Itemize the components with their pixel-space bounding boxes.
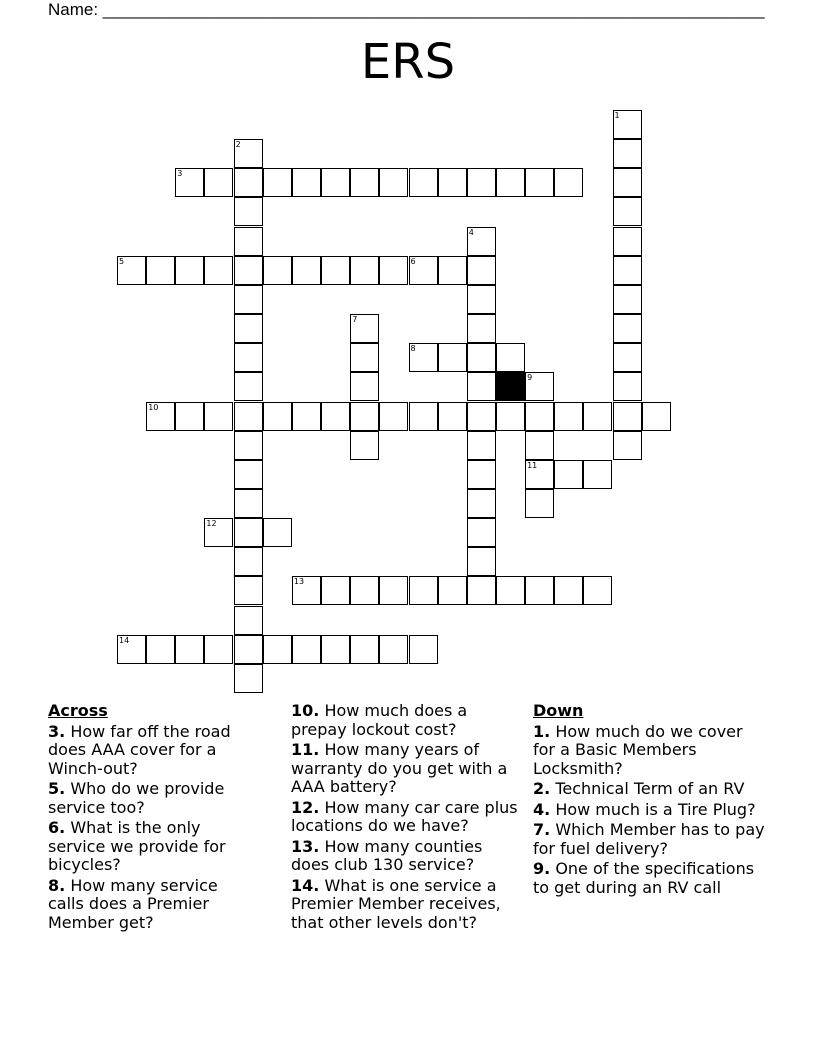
grid-cell[interactable] — [467, 431, 496, 460]
grid-cell[interactable] — [554, 402, 583, 431]
clue-number: 1 — [614, 111, 620, 120]
black-cell — [496, 372, 525, 401]
grid-cell[interactable] — [234, 489, 263, 518]
grid-cell[interactable] — [467, 372, 496, 401]
grid-cell[interactable] — [234, 372, 263, 401]
across-clues-column-1 — [48, 702, 258, 934]
grid-cell[interactable] — [496, 576, 525, 605]
grid-cell[interactable] — [350, 431, 379, 460]
across-clue-6: 6. What is the only service we provide for bicycles? — [48, 818, 226, 874]
grid-cell[interactable] — [613, 139, 642, 168]
grid-cell-9[interactable] — [525, 372, 554, 401]
grid-cell[interactable] — [175, 402, 204, 431]
clue-number: 11 — [527, 460, 538, 470]
down-clue-1: 1. How much do we cover for a Basic Members Locksmith? — [533, 721, 743, 778]
grid-cell[interactable] — [292, 402, 321, 431]
grid-cell[interactable] — [350, 576, 379, 605]
down-clues-column — [533, 702, 768, 899]
grid-cell-14[interactable] — [117, 635, 146, 664]
down-clue-2: 2. Technical Term of an RV — [533, 779, 745, 798]
grid-cell[interactable] — [234, 285, 263, 314]
grid-cell[interactable] — [613, 372, 642, 401]
grid-cell[interactable] — [350, 256, 379, 285]
grid-cell[interactable] — [146, 635, 175, 664]
across-clue-13: 13. How many counties does club 130 service? — [291, 836, 483, 874]
grid-cell[interactable] — [321, 576, 350, 605]
grid-cell-12[interactable] — [204, 518, 233, 547]
grid-cell[interactable] — [613, 285, 642, 314]
grid-cell[interactable] — [175, 635, 204, 664]
grid-cell[interactable] — [583, 576, 612, 605]
grid-cell[interactable] — [525, 576, 554, 605]
clue-number: 13 — [293, 577, 305, 587]
grid-cell[interactable] — [234, 518, 263, 547]
clue-number: 12 — [206, 519, 217, 529]
grid-cell[interactable] — [146, 256, 175, 285]
grid-cell-8[interactable] — [409, 343, 438, 372]
grid-cell[interactable] — [554, 576, 583, 605]
grid-cell[interactable] — [234, 314, 263, 343]
grid-cell[interactable] — [409, 402, 438, 431]
grid-cell[interactable] — [554, 460, 583, 489]
grid-cell[interactable] — [234, 460, 263, 489]
grid-cell[interactable] — [234, 402, 263, 431]
clue-number: 4 — [468, 227, 474, 237]
clue-number: 14 — [119, 635, 130, 645]
grid-cell-13[interactable] — [292, 576, 321, 605]
across-clue-11: 11. How many years of warranty do you get with a AAA battery? — [291, 740, 508, 796]
grid-cell[interactable] — [292, 256, 321, 285]
grid-cell-1[interactable] — [613, 110, 642, 139]
down-heading: Down — [533, 701, 584, 720]
grid-cell[interactable] — [204, 402, 233, 431]
grid-cell[interactable] — [438, 402, 467, 431]
grid-cell[interactable] — [467, 402, 496, 431]
grid-cell[interactable] — [234, 431, 263, 460]
grid-cell[interactable] — [234, 168, 263, 197]
across-clue-12: 12. How many car care plus locations do we have? — [291, 797, 518, 835]
across-clue-14: 14. What is one service a Premier Member receives, that other levels don't? — [291, 875, 501, 932]
grid-cell-7[interactable] — [350, 314, 379, 343]
grid-cell[interactable] — [204, 168, 233, 197]
grid-cell[interactable] — [525, 402, 554, 431]
grid-cell[interactable] — [234, 635, 263, 664]
grid-cell[interactable] — [263, 518, 292, 547]
grid-cell[interactable] — [525, 431, 554, 460]
grid-cell[interactable] — [525, 168, 554, 197]
grid-cell[interactable] — [234, 576, 263, 605]
clue-number: 3 — [177, 169, 183, 179]
clue-number: 10 — [148, 402, 159, 412]
grid-cell[interactable] — [379, 256, 408, 285]
grid-cell[interactable] — [234, 197, 263, 226]
grid-cell[interactable] — [379, 576, 408, 605]
grid-cell[interactable] — [438, 256, 467, 285]
clue-number: 2 — [235, 140, 241, 150]
grid-cell[interactable] — [234, 227, 263, 256]
grid-cell[interactable] — [321, 402, 350, 431]
grid-cell[interactable] — [234, 547, 263, 576]
grid-cell[interactable] — [175, 256, 204, 285]
across-clue-3: 3. How far off the road does AAA cover for a Winch-out? — [48, 721, 231, 778]
grid-cell[interactable] — [263, 402, 292, 431]
grid-cell[interactable] — [263, 168, 292, 197]
grid-cell[interactable] — [350, 343, 379, 372]
grid-cell[interactable] — [438, 576, 467, 605]
name-field-label: Name: ______________________________________________________________________ — [48, 0, 765, 19]
grid-cell[interactable] — [234, 256, 263, 285]
grid-cell[interactable] — [613, 168, 642, 197]
grid-cell[interactable] — [379, 635, 408, 664]
grid-cell[interactable] — [583, 402, 612, 431]
grid-cell[interactable] — [234, 343, 263, 372]
grid-cell[interactable] — [496, 168, 525, 197]
grid-cell[interactable] — [321, 635, 350, 664]
grid-cell[interactable] — [467, 518, 496, 547]
grid-cell-10[interactable] — [146, 402, 175, 431]
grid-cell[interactable] — [234, 606, 263, 635]
grid-cell[interactable] — [613, 227, 642, 256]
grid-cell[interactable] — [613, 431, 642, 460]
grid-cell[interactable] — [438, 168, 467, 197]
grid-cell[interactable] — [613, 314, 642, 343]
grid-cell[interactable] — [467, 460, 496, 489]
grid-cell[interactable] — [496, 343, 525, 372]
grid-cell[interactable] — [467, 576, 496, 605]
across-clue-10: 10. How much does a prepay lockout cost? — [291, 701, 468, 739]
grid-cell[interactable] — [467, 285, 496, 314]
grid-cell-6[interactable] — [409, 256, 438, 285]
grid-cell[interactable] — [204, 635, 233, 664]
grid-cell-11[interactable] — [525, 460, 554, 489]
grid-cell[interactable] — [642, 402, 671, 431]
grid-cell[interactable] — [204, 256, 233, 285]
grid-cell[interactable] — [350, 635, 379, 664]
grid-cell[interactable] — [321, 168, 350, 197]
grid-cell[interactable] — [554, 168, 583, 197]
clue-number: 6 — [410, 256, 416, 266]
grid-cell[interactable] — [263, 256, 292, 285]
grid-cell[interactable] — [467, 489, 496, 518]
grid-cell[interactable] — [409, 168, 438, 197]
grid-cell[interactable] — [613, 343, 642, 372]
grid-cell[interactable] — [467, 343, 496, 372]
puzzle-title: ERS — [360, 34, 456, 90]
grid-cell[interactable] — [613, 402, 642, 431]
grid-cell[interactable] — [350, 168, 379, 197]
grid-cell[interactable] — [467, 314, 496, 343]
grid-cell[interactable] — [409, 635, 438, 664]
grid-cell[interactable] — [350, 402, 379, 431]
across-heading: Across — [48, 701, 108, 720]
down-clue-4: 4. How much is a Tire Plug? — [533, 799, 756, 819]
clue-number: 5 — [119, 256, 125, 266]
grid-cell[interactable] — [321, 256, 350, 285]
grid-cell-5[interactable] — [117, 256, 146, 285]
across-clues-column-2 — [291, 702, 523, 934]
grid-cell[interactable] — [613, 256, 642, 285]
grid-cell[interactable] — [379, 402, 408, 431]
grid-cell[interactable] — [467, 256, 496, 285]
across-clue-8: 8. How many service calls does a Premier Member get? — [48, 875, 218, 932]
grid-cell[interactable] — [438, 343, 467, 372]
clue-number: 7 — [352, 315, 358, 324]
clue-number: 9 — [527, 373, 533, 383]
grid-cell-4[interactable] — [467, 227, 496, 256]
grid-cell[interactable] — [350, 372, 379, 401]
grid-cell[interactable] — [467, 547, 496, 576]
grid-cell[interactable] — [525, 489, 554, 518]
grid-cell[interactable] — [379, 168, 408, 197]
grid-cell[interactable] — [467, 168, 496, 197]
grid-cell-3[interactable] — [175, 168, 204, 197]
across-clue-5: 5. Who do we provide service too? — [48, 779, 225, 817]
grid-cell[interactable] — [292, 168, 321, 197]
grid-cell-2[interactable] — [234, 139, 263, 168]
clue-number: 8 — [410, 344, 416, 354]
down-clue-7: 7. Which Member has to pay for fuel delivery? — [533, 820, 765, 858]
grid-cell[interactable] — [496, 402, 525, 431]
down-clue-9: 9. One of the specifications to get during an RV call — [533, 859, 755, 897]
grid-cell[interactable] — [234, 664, 263, 693]
grid-cell[interactable] — [263, 635, 292, 664]
grid-cell[interactable] — [583, 460, 612, 489]
grid-cell[interactable] — [613, 197, 642, 226]
grid-cell[interactable] — [409, 576, 438, 605]
grid-cell[interactable] — [292, 635, 321, 664]
